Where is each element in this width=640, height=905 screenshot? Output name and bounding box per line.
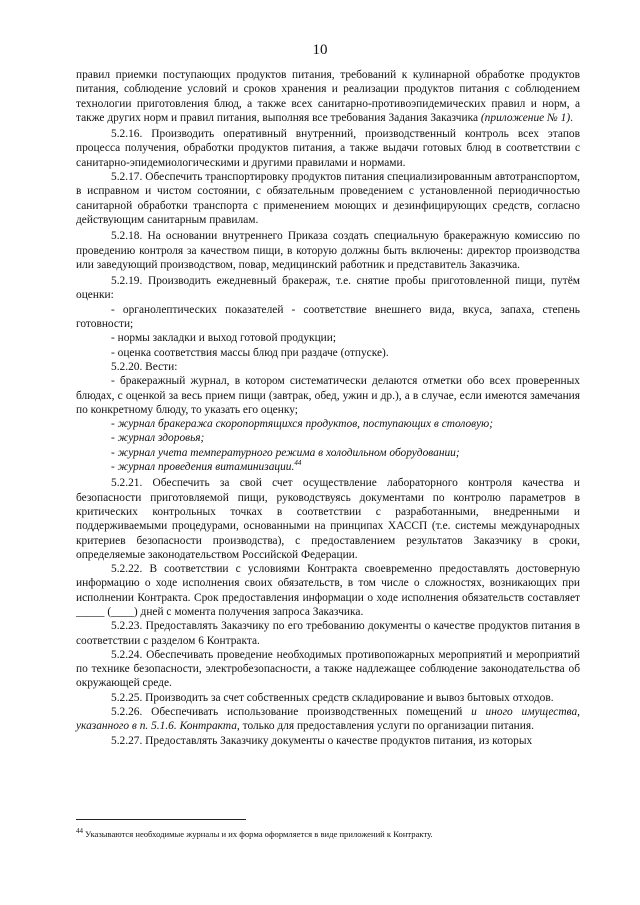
list-item: - бракеражный журнал, в котором систематически делаются отметки обо всех проверенных блюдах, с оценкой за весь прием пищи (завтрак, обед, ужин и др.), а в случае, если имеются замечания по конкретному блюду, то указать его оценку; xyxy=(76,375,580,416)
journal-item-text: - журнал проведения витаминизации. xyxy=(111,461,295,474)
clause-5-2-20: 5.2.20. Вести: xyxy=(111,360,178,373)
page-number: 10 xyxy=(312,42,328,58)
journal-item: - журнал здоровья; xyxy=(111,432,205,445)
journal-item xyxy=(76,460,580,474)
clause-5-2-18: 5.2.18. На основании внутреннего Приказа создать специальную бракеражную комиссию по проведению контроля за качеством пищи, в которую должны быть включены: директор производства или заведующий производством, повар, медицинский работник и представитель Заказчика. xyxy=(76,230,580,271)
clause-text: 5.2.26. Обеспечивать использование производственных помещений xyxy=(111,706,463,719)
clause-5-2-23: 5.2.23. Предоставлять Заказчику по его требованию документы о качестве продуктов питания в соответствии с разделом 6 Контракта. xyxy=(76,620,580,647)
clause-5-2-25: 5.2.25. Производить за счет собственных средств складирование и вывоз бытовых отходов. xyxy=(111,691,554,704)
period: . xyxy=(570,111,573,124)
footnote xyxy=(76,829,580,840)
footnote-separator xyxy=(76,819,246,820)
clause-5-2-16: 5.2.16. Производить оперативный внутренний, производственный контроль всех этапов процесса получения, обработки продуктов питания, а также выдачи готовых блюд в соответствии с санитарно-эпидемиологическими и другими правилами и нормами. xyxy=(76,128,580,169)
clause-5-2-19: 5.2.19. Производить ежедневный бракераж, т.е. снятие пробы приготовленной пищи, путём оценки: xyxy=(76,275,580,302)
list-item: - оценка соответствия массы блюд при раздаче (отпуске). xyxy=(111,346,389,359)
paragraph-continuation xyxy=(76,68,580,125)
document-body xyxy=(76,68,580,748)
footnote-reference: 44 xyxy=(294,459,302,468)
appendix-reference: (приложение № 1) xyxy=(480,111,571,124)
journal-item: - журнал учета температурного режима в холодильном оборудовании; xyxy=(111,446,460,459)
clause-5-2-22: 5.2.22. В соответствии с условиями Контракта своевременно предоставлять достоверную информацию о ходе исполнения своих обязательств, в том числе о сложностях, возникающих при исполнении Контракта. Срок предоставления информации о ходе исполнения обязательств составляет _____ (____) дней с момента получения запроса Заказчика. xyxy=(76,563,580,618)
list-item: - органолептических показателей - соответствие внешнего вида, вкуса, запаха, степень готовности; xyxy=(76,303,580,331)
clause-text-end: только для предоставления услуги по организации питания. xyxy=(242,720,534,733)
footnote-number: 44 xyxy=(76,827,83,836)
continuation-text: правил приемки поступающих продуктов питания, требований к кулинарной обработке продуктов питания, соблюдение условий и сроков хранения и реализации продуктов питания с соблюдением технологии приготовления блюд, а также всех санитарно-противоэпидемических правил и норм, а также других норм и правил питания, выполняя все требования Задания Заказчика xyxy=(76,69,580,124)
clause-5-2-17: 5.2.17. Обеспечить транспортировку продуктов питания специализированным автотранспортом, в исправном и чистом состоянии, с обязательным проведением с установленной периодичностью санитарной обработки транспорта с применением моющих и дезинфицирующих средств, согласно действующим санитарным правилам. xyxy=(76,171,580,226)
clause-5-2-24: 5.2.24. Обеспечивать проведение необходимых противопожарных мероприятий и мероприятий по технике безопасности, электробезопасности, а также надлежащее соблюдение законодательства об окружающей среде. xyxy=(76,648,580,690)
clause-italic-text: и иного имущества, указанного в п. 5.1.6. Контракта, xyxy=(76,706,580,733)
footnote-text: Указываются необходимые журналы и их форма оформляется в виде приложений к Контракту. xyxy=(83,829,433,839)
clause-5-2-21: 5.2.21. Обеспечить за свой счет осуществление лабораторного контроля качества и безопасности приготовляемой пищи, руководствуясь документами по контролю параметров в критических контрольных точках в соответствии с разработанными, внедренными и поддерживаемыми процедурами, основанными на принципах ХАССП (т.е. системы международных критериев безопасности производства), с предоставлением результатов Заказчику в сроки, определяемые законодательством Российской Федерации. xyxy=(76,477,580,561)
journal-item: - журнал бракеража скоропортящихся продуктов, поступающих в столовую; xyxy=(111,418,494,431)
list-item: - нормы закладки и выход готовой продукции; xyxy=(111,332,337,345)
clause-5-2-27: 5.2.27. Предоставлять Заказчику документы о качестве продуктов питания, из которых xyxy=(111,734,533,747)
clause-5-2-26 xyxy=(76,705,580,734)
